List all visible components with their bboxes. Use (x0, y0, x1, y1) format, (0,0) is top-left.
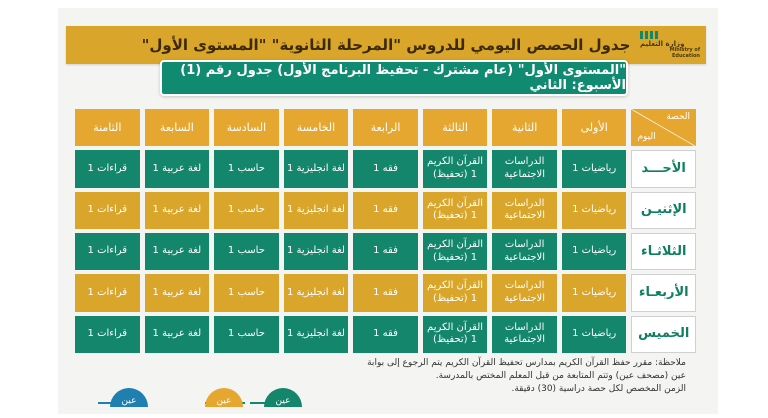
table-cell: رياضيات 1 (562, 192, 627, 229)
ain-badge: عين (264, 388, 302, 407)
table-cell: لغة عربية 1 (145, 192, 210, 229)
table-cell: فقه 1 (353, 150, 418, 187)
table-cell: القرآن الكريم 1 (تحفيظ) (423, 192, 488, 229)
note-line: ملاحظة: مقرر حفظ القرآن الكريم بمدارس تحفيظ القرآن الكريم يتم الرجوع إلى بوابة (367, 358, 686, 368)
table-cell: لغة انجليزية 1 (284, 150, 349, 187)
table-cell: قراءات 1 (75, 316, 140, 353)
column-header: السادسة (214, 109, 279, 146)
table-cell: قراءات 1 (75, 192, 140, 229)
note-line: الزمن المخصص لكل حصة دراسية (30) دقيقة. (511, 384, 686, 395)
subtitle-banner (160, 60, 628, 96)
table-cell: فقه 1 (353, 316, 418, 353)
note-line: عين (مصحف عين) وتتم المتابعة من قبل المعلم المختص بالمدرسة. (435, 371, 686, 382)
title-banner (66, 26, 706, 64)
column-header: الثانية (492, 109, 557, 146)
table-cell: القرآن الكريم 1 (تحفيظ) (423, 316, 488, 353)
day-label: الخميس (631, 316, 696, 353)
table-cell: لغة انجليزية 1 (284, 233, 349, 270)
table-cell: قراءات 1 (75, 274, 140, 311)
table-cell: الدراسات الاجتماعية (492, 316, 557, 353)
table-cell: لغة انجليزية 1 (284, 316, 349, 353)
table-cell: لغة انجليزية 1 (284, 274, 349, 311)
table-cell: لغة عربية 1 (145, 150, 210, 187)
column-header: السابعة (145, 109, 210, 146)
table-cell: رياضيات 1 (562, 150, 627, 187)
day-label: الإثنيـن (631, 192, 696, 229)
notes-block (286, 357, 686, 396)
ministry-logo-icon (640, 31, 670, 39)
table-cell: لغة عربية 1 (145, 316, 210, 353)
page-subtitle: "المستوى الأول" (عام مشترك - تحفيظ البرنامج الأول) جدول رقم (1) الأسبوع: الثاني (180, 63, 626, 93)
table-cell: فقه 1 (353, 274, 418, 311)
table-cell: لغة عربية 1 (145, 233, 210, 270)
column-header: الأولى (562, 109, 627, 146)
table-cell: قراءات 1 (75, 233, 140, 270)
ministry-logo: وزارة التعليم Ministry of Education (640, 32, 700, 58)
table-cell: الدراسات الاجتماعية (492, 192, 557, 229)
table-cell: القرآن الكريم 1 (تحفيظ) (423, 150, 488, 187)
table-cell: القرآن الكريم 1 (تحفيظ) (423, 274, 488, 311)
table-cell: حاسب 1 (214, 274, 279, 311)
table-cell: رياضيات 1 (562, 316, 627, 353)
day-label: الأحـــد (631, 150, 696, 187)
table-cell: رياضيات 1 (562, 274, 627, 311)
table-cell: قراءات 1 (75, 150, 140, 187)
column-header: الخامسة (284, 109, 349, 146)
column-header: الثامنة (75, 109, 140, 146)
table-cell: الدراسات الاجتماعية (492, 274, 557, 311)
table-cell: فقه 1 (353, 192, 418, 229)
table-cell: فقه 1 (353, 233, 418, 270)
table-cell: حاسب 1 (214, 192, 279, 229)
column-header: الثالثة (423, 109, 488, 146)
table-cell: حاسب 1 (214, 150, 279, 187)
table-cell: القرآن الكريم 1 (تحفيظ) (423, 233, 488, 270)
table-cell: الدراسات الاجتماعية (492, 150, 557, 187)
table-cell: لغة عربية 1 (145, 274, 210, 311)
table-cell: حاسب 1 (214, 316, 279, 353)
table-cell: حاسب 1 (214, 233, 279, 270)
table-cell: لغة انجليزية 1 (284, 192, 349, 229)
table-corner-cell: الحصة اليوم (631, 109, 696, 146)
table-cell: رياضيات 1 (562, 233, 627, 270)
day-label: الأربعـاء (631, 274, 696, 311)
column-header: الرابعة (353, 109, 418, 146)
page-title: جدول الحصص اليومي للدروس "المرحلة الثانوية" "المستوى الأول" (141, 36, 631, 54)
ain-badge: عين (110, 388, 148, 407)
ain-badge: عين (205, 388, 243, 407)
day-label: الثلاثـاء (631, 233, 696, 270)
table-cell: الدراسات الاجتماعية (492, 233, 557, 270)
schedule-table (75, 109, 696, 353)
